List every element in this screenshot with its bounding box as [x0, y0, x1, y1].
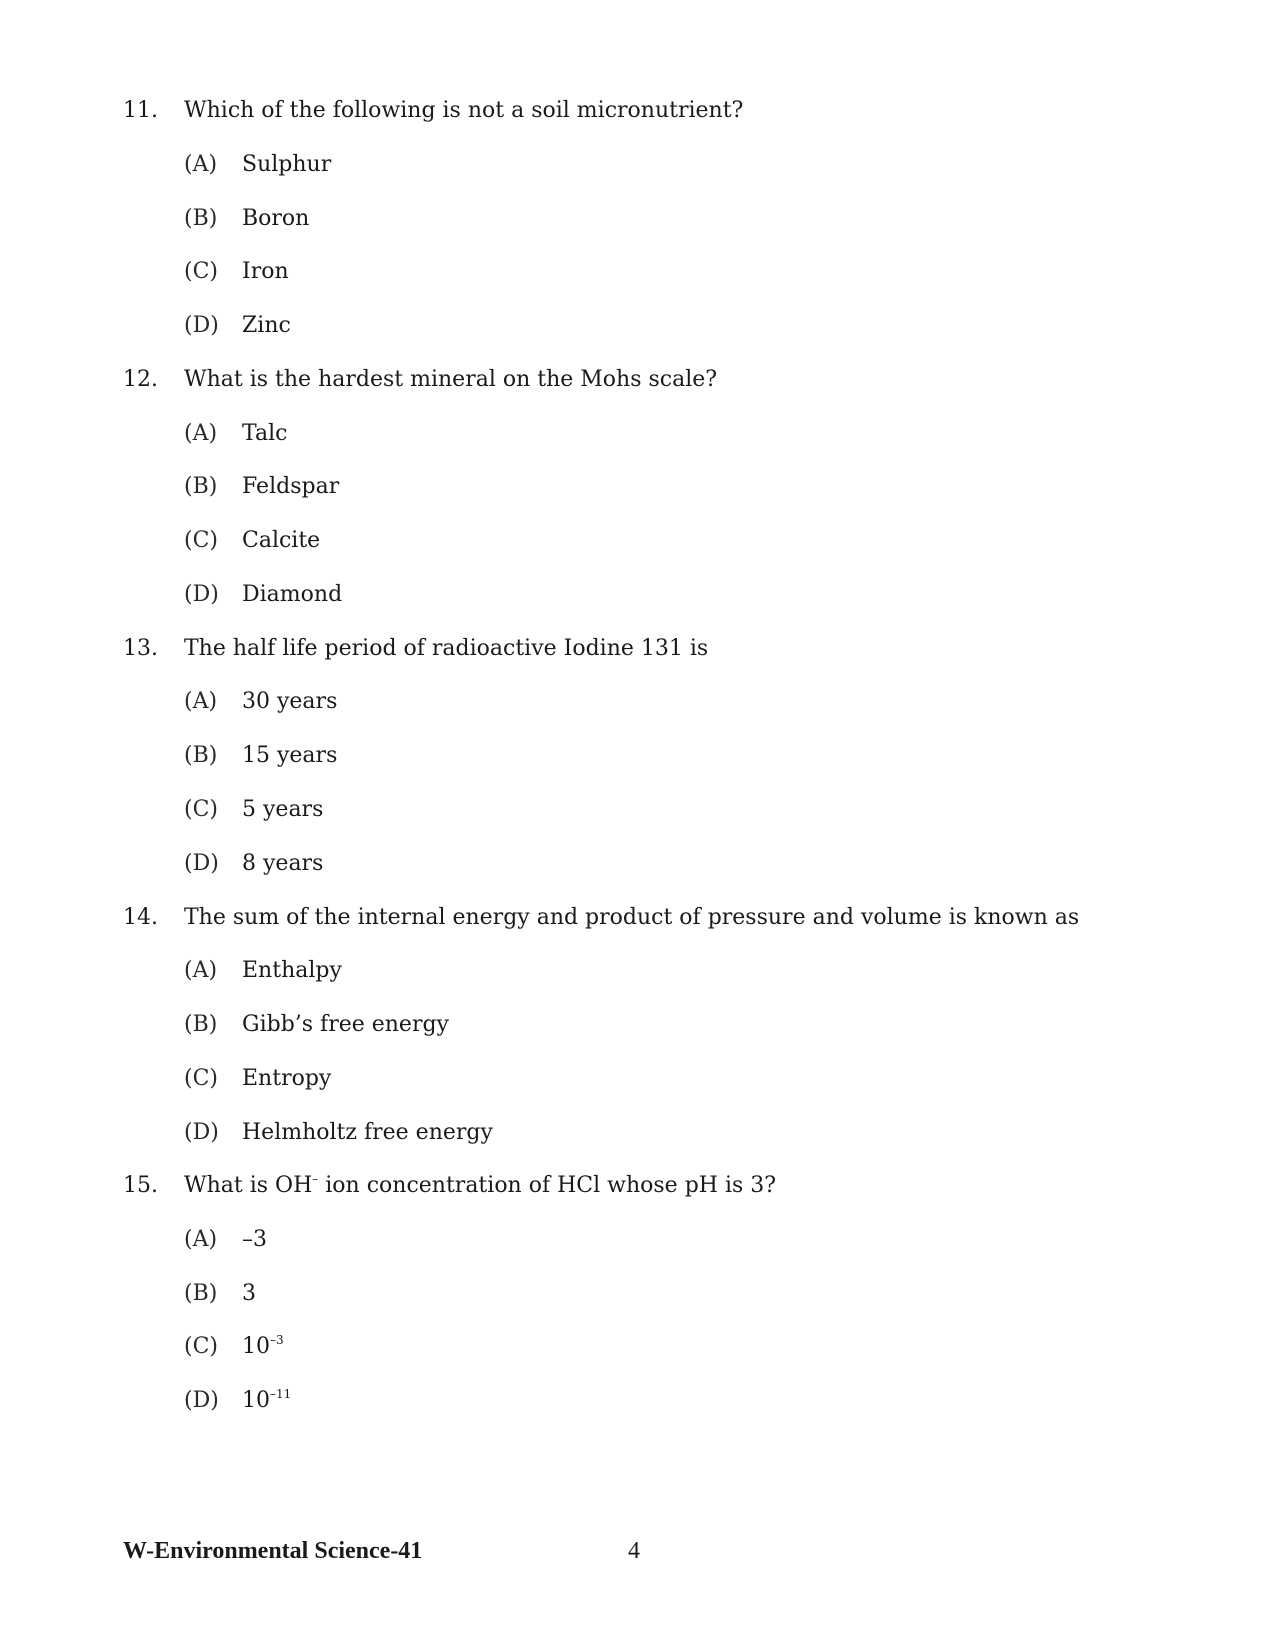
question-text-part: What is OH [184, 1173, 313, 1198]
superscript: – [312, 1172, 319, 1186]
question-number: 14. [123, 905, 158, 930]
question-text: Which of the following is not a soil micronutrient? [184, 98, 744, 123]
question-number: 12. [123, 367, 158, 392]
option-label: (B) [184, 1281, 218, 1306]
question-number: 13. [123, 636, 158, 661]
question-text: The half life period of radioactive Iodine 131 is [184, 636, 709, 661]
option-label: (B) [184, 474, 218, 499]
option-text: Calcite [242, 528, 321, 553]
option-text [242, 1387, 291, 1415]
option-label: (C) [184, 1066, 218, 1091]
question-text [184, 1172, 776, 1200]
option-text: 3 [242, 1281, 256, 1306]
option-label: (D) [184, 582, 219, 607]
superscript: –11 [270, 1387, 292, 1401]
option-label: (A) [184, 421, 218, 446]
option-label: (C) [184, 797, 218, 822]
option-label: (D) [184, 851, 219, 876]
option-text: Gibb’s free energy [242, 1012, 449, 1037]
question-number: 11. [123, 98, 158, 123]
option-label: (B) [184, 206, 218, 231]
question-text: What is the hardest mineral on the Mohs scale? [184, 367, 718, 392]
option-label: (D) [184, 1120, 219, 1145]
option-label: (A) [184, 152, 218, 177]
option-label: (B) [184, 1012, 218, 1037]
option-text: Enthalpy [242, 958, 342, 983]
option-label: (D) [184, 1388, 219, 1413]
option-text: 5 years [242, 797, 324, 822]
question-text-part: ion concentration of HCl whose pH is 3? [318, 1173, 777, 1198]
option-base: 10 [242, 1334, 270, 1359]
option-label: (A) [184, 689, 218, 714]
option-base: 10 [242, 1388, 270, 1413]
option-text: Talc [242, 421, 288, 446]
option-text: 8 years [242, 851, 324, 876]
option-label: (C) [184, 259, 218, 284]
option-text: Zinc [242, 313, 291, 338]
footer-title: W-Environmental Science-41 [123, 1538, 423, 1564]
option-text: Helmholtz free energy [242, 1120, 493, 1145]
option-label: (C) [184, 1334, 218, 1359]
option-label: (C) [184, 528, 218, 553]
option-label: (A) [184, 1227, 218, 1252]
page-number: 4 [628, 1538, 640, 1564]
option-label: (A) [184, 958, 218, 983]
option-text: Feldspar [242, 474, 340, 499]
option-text: Diamond [242, 582, 343, 607]
question-number: 15. [123, 1173, 158, 1198]
superscript: –3 [270, 1333, 284, 1347]
option-text: 15 years [242, 743, 338, 768]
option-text: Entropy [242, 1066, 332, 1091]
option-text: Boron [242, 206, 310, 231]
option-label: (B) [184, 743, 218, 768]
option-text: 30 years [242, 689, 338, 714]
option-label: (D) [184, 313, 219, 338]
option-text [242, 1333, 284, 1361]
option-text: Sulphur [242, 152, 332, 177]
option-text: –3 [242, 1227, 267, 1252]
option-text: Iron [242, 259, 289, 284]
question-text: The sum of the internal energy and product of pressure and volume is known as [184, 905, 1080, 930]
